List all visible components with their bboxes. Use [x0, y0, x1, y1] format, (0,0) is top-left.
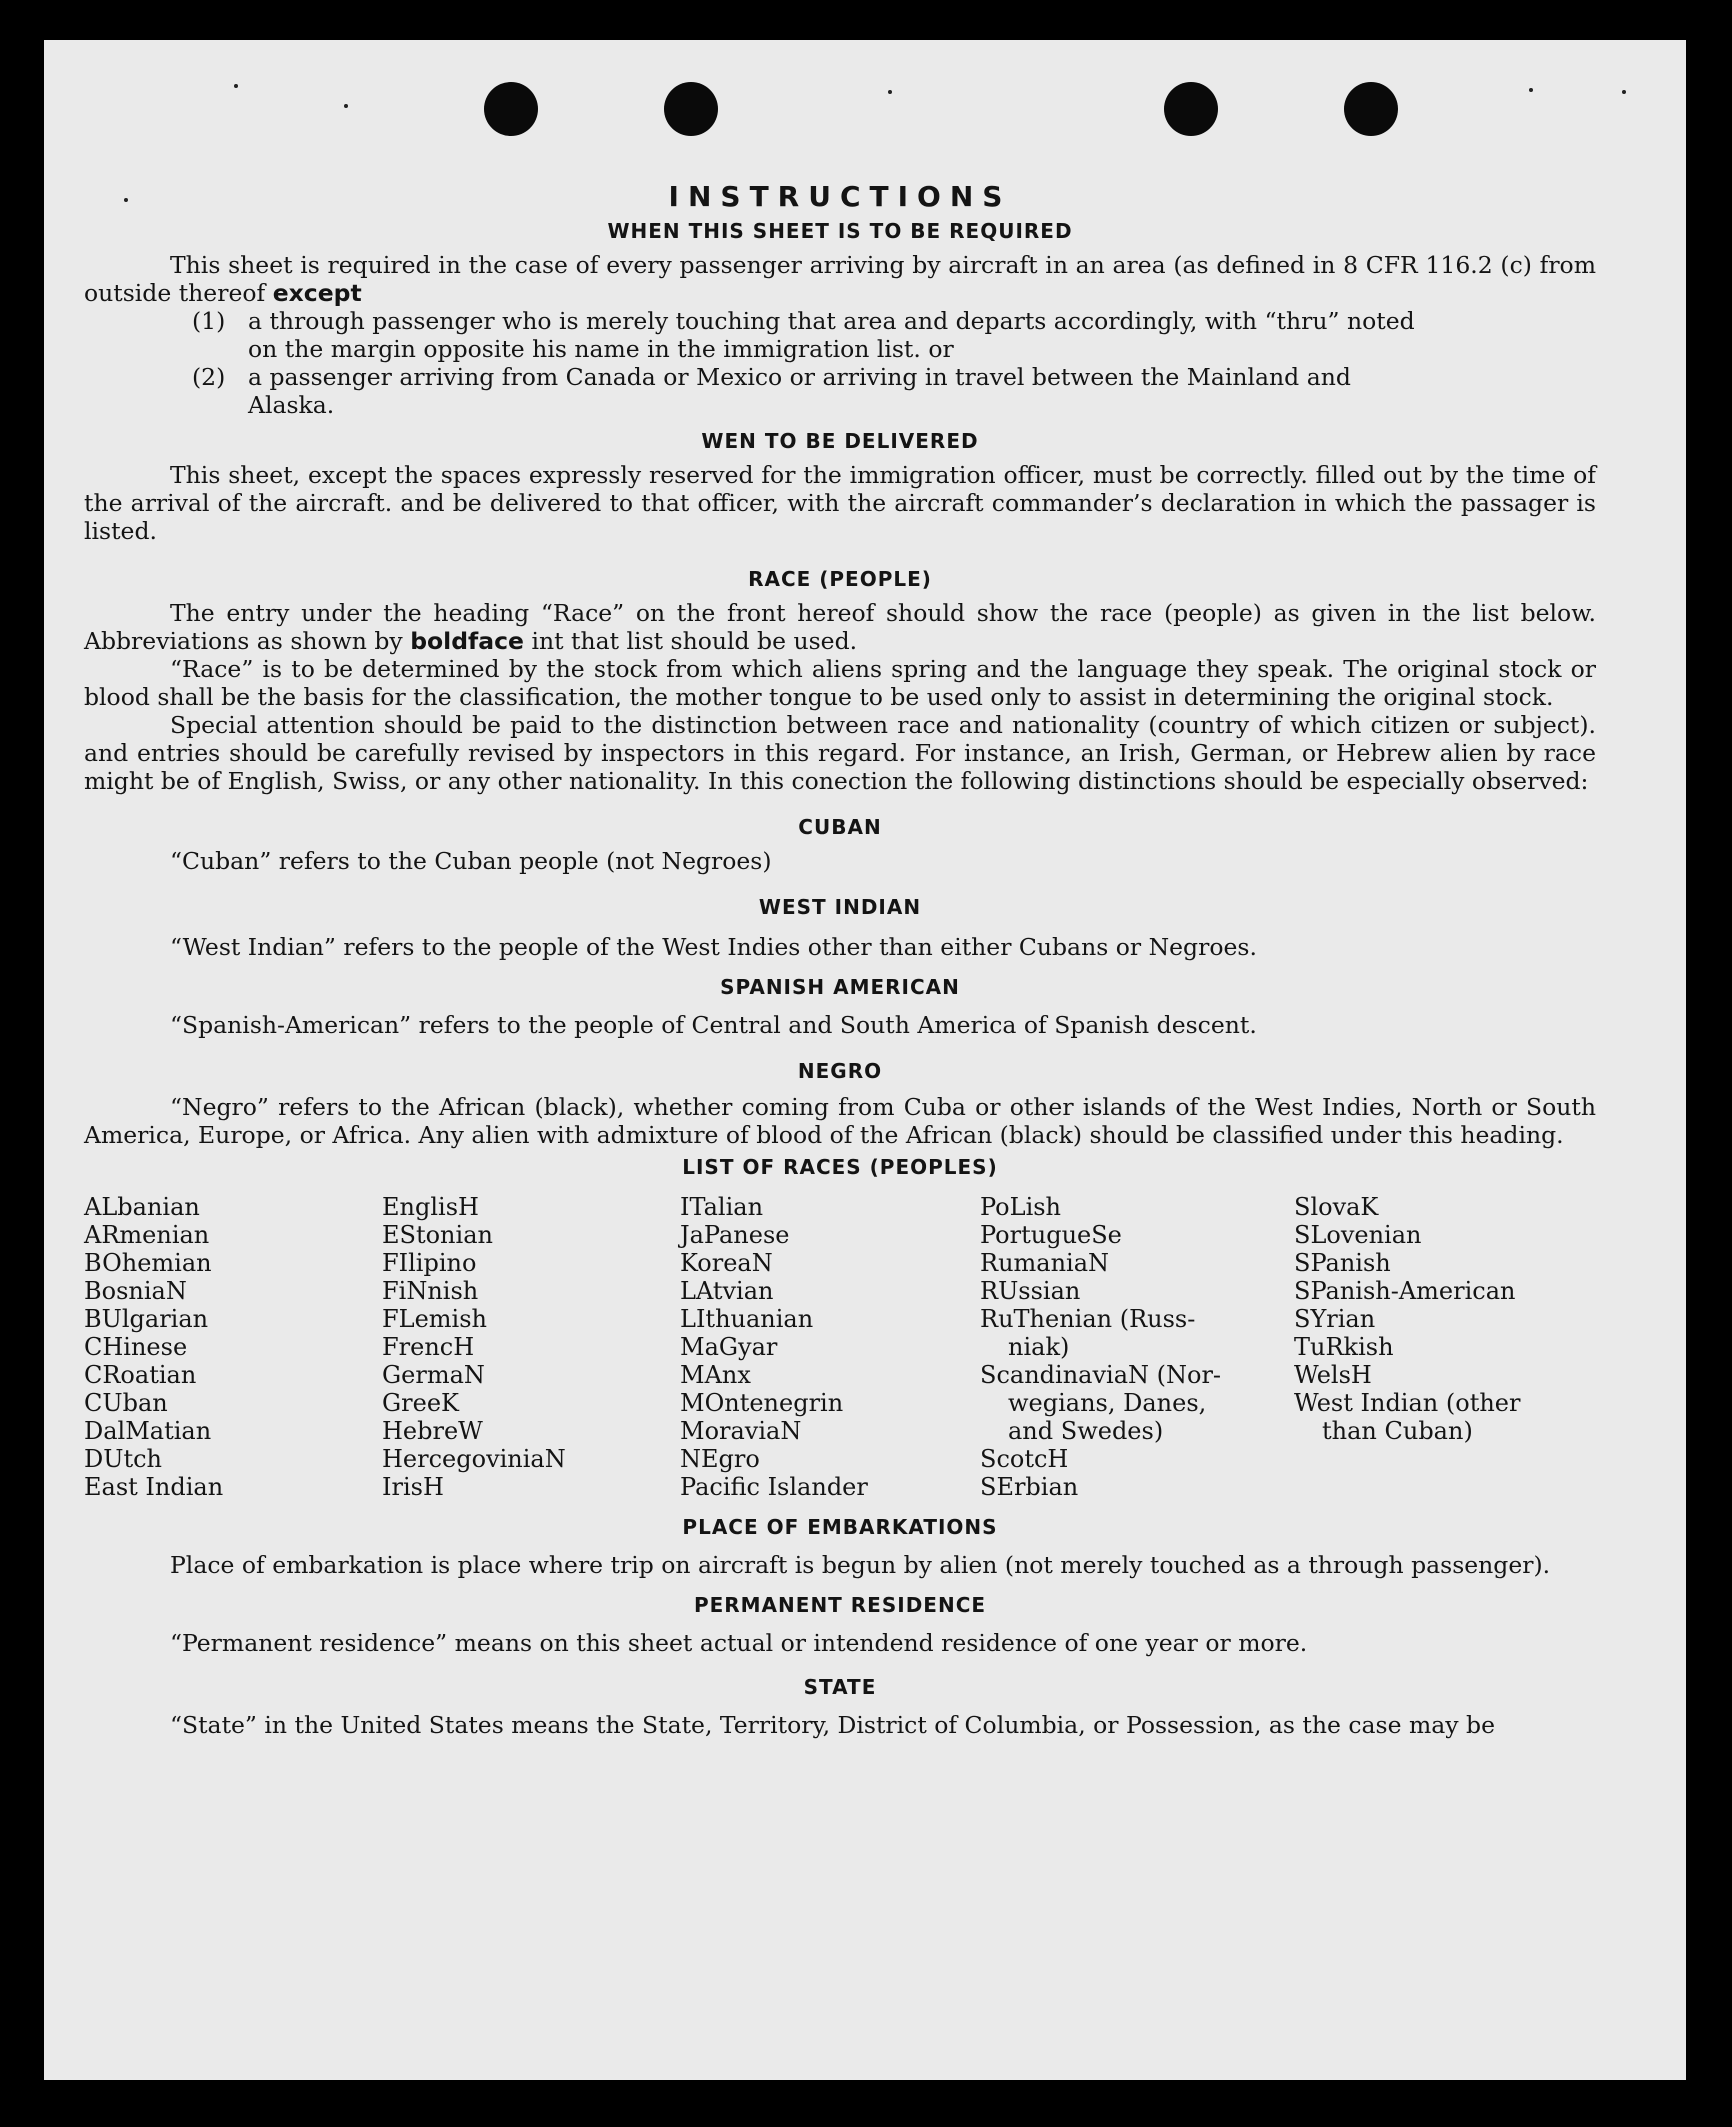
race-entry: FLemish	[382, 1305, 487, 1333]
spanish-american-paragraph: “Spanish-American” refers to the people of Central and South America of Spanish descent.	[170, 1011, 1257, 1039]
race-entry: FIlipino	[382, 1249, 477, 1277]
race-entry-cont: than Cuban)	[1322, 1417, 1473, 1445]
race-entry: SPanish	[1294, 1249, 1391, 1277]
race-entry: EStonian	[382, 1221, 493, 1249]
race-paragraph-3: Special attention should be paid to the distinction between race and nationality (country of which citizen or subject). and entries should be carefully revised by inspectors in this regard. For instance, an Irish, German, or Hebrew alien by race might be of English, Swiss, or any other nationality. In this conection the following distinctions should be especially observed:	[84, 711, 1596, 795]
heading-delivered: WEN TO BE DELIVERED	[701, 429, 979, 453]
race-entry-cont: and Swedes)	[1008, 1417, 1164, 1445]
heading-list-of-races: LIST OF RACES (PEOPLES)	[682, 1155, 998, 1179]
heading-embarkation: PLACE OF EMBARKATIONS	[682, 1515, 998, 1539]
race-entry: ARmenian	[84, 1221, 210, 1249]
race-entry: MOntenegrin	[680, 1389, 844, 1417]
instructions-content	[84, 180, 1596, 1739]
paper-speck	[1529, 88, 1533, 92]
race-entry: East Indian	[84, 1473, 224, 1501]
punch-hole	[484, 82, 538, 136]
west-indian-paragraph: “West Indian” refers to the people of the West Indies other than either Cubans or Negroes.	[170, 933, 1257, 961]
exception-item: (1) a through passenger who is merely touching that area and departs accordingly, with “thru” noted	[192, 307, 1415, 335]
race-entry: FrencH	[382, 1333, 475, 1361]
race-entry: WelsH	[1294, 1361, 1372, 1389]
race-entry: CRoatian	[84, 1361, 197, 1389]
race-entry: GreeK	[382, 1389, 459, 1417]
heading-west-indian: WEST INDIAN	[758, 895, 922, 919]
race-entry: ITalian	[680, 1193, 764, 1221]
race-column	[980, 1193, 1294, 1501]
exception-item-cont: Alaska.	[248, 391, 335, 419]
race-entry-cont: niak)	[1008, 1333, 1070, 1361]
race-entry: RuThenian (Russ-	[980, 1305, 1196, 1333]
cuban-paragraph: “Cuban” refers to the Cuban people (not Negroes)	[170, 847, 772, 875]
heading-negro: NEGRO	[797, 1059, 883, 1083]
race-entry: SYrian	[1294, 1305, 1376, 1333]
race-entry: Pacific Islander	[680, 1473, 868, 1501]
race-entry: RUssian	[980, 1277, 1081, 1305]
heading-permanent-residence: PERMANENT RESIDENCE	[693, 1593, 987, 1617]
heading-spanish-american: SPANISH AMERICAN	[720, 975, 960, 999]
paper-speck	[888, 90, 892, 94]
heading-state: STATE	[803, 1675, 877, 1699]
race-entry: KoreaN	[680, 1249, 773, 1277]
punch-hole	[1344, 82, 1398, 136]
race-entry: MAnx	[680, 1361, 751, 1389]
except-keyword: except	[272, 279, 362, 307]
heading-cuban: CUBAN	[798, 815, 882, 839]
heading-required: WHEN THIS SHEET IS TO BE REQUIRED	[607, 219, 1073, 243]
race-entry: SlovaK	[1294, 1193, 1379, 1221]
document-page	[44, 40, 1686, 2080]
race-entry: PoLish	[980, 1193, 1062, 1221]
race-entry: DUtch	[84, 1445, 163, 1473]
race-entry: SErbian	[980, 1473, 1079, 1501]
paper-speck	[344, 104, 348, 108]
race-paragraph-1: The entry under the heading “Race” on the front hereof should show the race (people) as given in the list below. Abbreviations as shown by boldface int that list should be used.	[84, 599, 1596, 655]
race-entry: ScandinaviaN (Nor-	[980, 1361, 1222, 1389]
boldface-keyword: boldface	[410, 627, 524, 655]
race-entry: FiNnish	[382, 1277, 479, 1305]
race-entry: CUban	[84, 1389, 168, 1417]
exception-item: (2) a passenger arriving from Canada or Mexico or arriving in travel between the Mainland and	[192, 363, 1351, 391]
race-entry: BOhemian	[84, 1249, 212, 1277]
race-entry: CHinese	[84, 1333, 188, 1361]
race-entry: HebreW	[382, 1417, 483, 1445]
race-entry: NEgro	[680, 1445, 760, 1473]
race-column	[1294, 1193, 1596, 1501]
race-entry: ALbanian	[84, 1193, 200, 1221]
race-entry: DalMatian	[84, 1417, 212, 1445]
race-entry: RumaniaN	[980, 1249, 1110, 1277]
race-entry: SPanish-American	[1294, 1277, 1516, 1305]
race-entry: EnglisH	[382, 1193, 479, 1221]
delivered-paragraph: This sheet, except the spaces expressly reserved for the immigration officer, must be correctly. filled out by the time of the arrival of the aircraft. and be delivered to that officer, with the aircraft commander’s declaration in which the passager is listed.	[84, 461, 1596, 545]
race-entry: LAtvian	[680, 1277, 774, 1305]
residence-paragraph: “Permanent residence” means on this sheet actual or intendend residence of one year or more.	[170, 1629, 1308, 1657]
exception-item-cont: on the margin opposite his name in the immigration list. or	[248, 335, 954, 363]
race-column	[84, 1193, 382, 1501]
state-paragraph: “State” in the United States means the State, Territory, District of Columbia, or Possession, as the case may be	[170, 1711, 1495, 1739]
page-title: INSTRUCTIONS	[668, 180, 1012, 213]
race-entry: GermaN	[382, 1361, 485, 1389]
race-column	[680, 1193, 980, 1501]
race-entry: HercegovіniaN	[382, 1445, 566, 1473]
punch-hole	[664, 82, 718, 136]
race-entry: PortugueSe	[980, 1221, 1122, 1249]
race-entry: SLovenian	[1294, 1221, 1422, 1249]
race-entry: ScotcH	[980, 1445, 1069, 1473]
race-entry: IrisH	[382, 1473, 444, 1501]
race-list	[84, 1193, 1596, 1501]
punch-hole	[1164, 82, 1218, 136]
race-entry: MaGyar	[680, 1333, 778, 1361]
negro-paragraph: “Negro” refers to the African (black), whether coming from Cuba or other islands of the West Indies, North or South America, Europe, or Africa. Any alien with admixture of blood of the African (black) should be classified under this heading.	[84, 1093, 1596, 1149]
heading-race: RACE (PEOPLE)	[748, 567, 932, 591]
race-entry: LIthuanian	[680, 1305, 814, 1333]
race-entry: West Indian (other	[1294, 1389, 1521, 1417]
race-entry: MoraviaN	[680, 1417, 802, 1445]
race-paragraph-2: “Race” is to be determined by the stock from which aliens spring and the language they speak. The original stock or blood shall be the basis for the classification, the mother tongue to be used only to assist in determining the original stock.	[84, 655, 1596, 711]
embarkation-paragraph: Place of embarkation is place where trip on aircraft is begun by alien (not merely touched as a through passenger).	[170, 1551, 1551, 1579]
race-entry: TuRkish	[1294, 1333, 1394, 1361]
required-paragraph: This sheet is required in the case of every passenger arriving by aircraft in an area (as defined in 8 CFR 116.2 (c) from outside thereof except	[84, 251, 1596, 307]
race-entry: BUlgarian	[84, 1305, 209, 1333]
race-column	[382, 1193, 680, 1501]
race-entry: JaPanese	[680, 1221, 790, 1249]
paper-speck	[1622, 90, 1626, 94]
race-entry: BosniaN	[84, 1277, 187, 1305]
race-entry-cont: wegians, Danes,	[1008, 1389, 1207, 1417]
paper-speck	[234, 84, 238, 88]
